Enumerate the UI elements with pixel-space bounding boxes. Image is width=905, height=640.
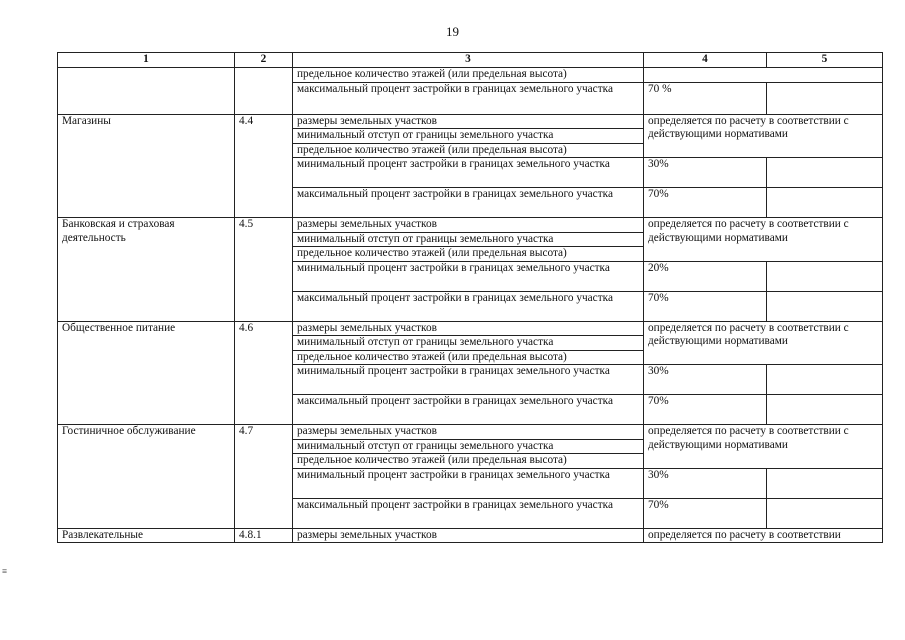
name-cell: Магазины (58, 114, 235, 218)
page-number: 19 (446, 24, 459, 39)
table-header-row (58, 53, 883, 68)
parameter-cell: минимальный процент застройки в границах земельного участка (293, 365, 644, 395)
name-cell (58, 68, 235, 115)
parameter-cell: минимальный процент застройки в границах земельного участка (293, 261, 644, 291)
parameter-cell: минимальный отступ от границы земельного участка (293, 439, 644, 454)
parameter-cell: предельное количество этажей (или предельная высота) (293, 247, 644, 262)
parameter-cell: минимальный процент застройки в границах земельного участка (293, 158, 644, 188)
parameter-cell: максимальный процент застройки в границах земельного участка (293, 498, 644, 528)
value-cell: определяется по расчету в соответствии (644, 528, 883, 543)
name-cell: Развлекательные (58, 528, 235, 543)
column-header-2: 2 (235, 53, 293, 68)
value-cell: 70% (644, 291, 767, 321)
empty-cell (767, 395, 883, 425)
value-cell: 70% (644, 395, 767, 425)
parameter-cell: предельное количество этажей (или предельная высота) (293, 454, 644, 469)
empty-cell (767, 82, 883, 114)
value-cell: 30% (644, 468, 767, 498)
name-cell: Банковская и страховая деятельность (58, 218, 235, 322)
parameter-cell: размеры земельных участков (293, 528, 644, 543)
table-row (58, 321, 883, 336)
parameter-cell: предельное количество этажей (или предельная высота) (293, 68, 644, 83)
column-header-3: 3 (293, 53, 644, 68)
regulations-table (57, 52, 883, 543)
value-cell: 20% (644, 261, 767, 291)
parameter-cell: максимальный процент застройки в границах земельного участка (293, 291, 644, 321)
parameter-cell: минимальный процент застройки в границах земельного участка (293, 468, 644, 498)
margin-mark: ≡ (2, 566, 8, 576)
value-cell: определяется по расчету в соответствии с действующими нормативами (644, 218, 883, 262)
empty-cell (767, 468, 883, 498)
value-cell: 70 % (644, 82, 767, 114)
table-row (58, 528, 883, 543)
value-cell: 70% (644, 498, 767, 528)
parameter-cell: максимальный процент застройки в границах земельного участка (293, 82, 644, 114)
empty-cell (767, 498, 883, 528)
value-cell: 30% (644, 158, 767, 188)
value-cell: определяется по расчету в соответствии с действующими нормативами (644, 321, 883, 365)
code-cell: 4.5 (235, 218, 293, 322)
value-cell: 30% (644, 365, 767, 395)
value-cell: 70% (644, 188, 767, 218)
parameter-cell: размеры земельных участков (293, 114, 644, 129)
parameter-cell: минимальный отступ от границы земельного участка (293, 232, 644, 247)
parameter-cell: размеры земельных участков (293, 218, 644, 233)
parameter-cell: минимальный отступ от границы земельного участка (293, 336, 644, 351)
parameter-cell: максимальный процент застройки в границах земельного участка (293, 395, 644, 425)
table-row (58, 68, 883, 83)
table-row (58, 114, 883, 129)
code-cell: 4.7 (235, 425, 293, 529)
column-header-1: 1 (58, 53, 235, 68)
empty-cell (767, 365, 883, 395)
code-cell (235, 68, 293, 115)
empty-cell (767, 291, 883, 321)
table-row (58, 218, 883, 233)
value-cell (644, 68, 883, 83)
name-cell: Общественное питание (58, 321, 235, 425)
parameter-cell: минимальный отступ от границы земельного участка (293, 129, 644, 144)
code-cell: 4.4 (235, 114, 293, 218)
parameter-cell: размеры земельных участков (293, 425, 644, 440)
parameter-cell: предельное количество этажей (или предельная высота) (293, 350, 644, 365)
empty-cell (767, 188, 883, 218)
empty-cell (767, 261, 883, 291)
column-header-4: 4 (644, 53, 767, 68)
column-header-5: 5 (767, 53, 883, 68)
name-cell: Гостиничное обслуживание (58, 425, 235, 529)
parameter-cell: предельное количество этажей (или предельная высота) (293, 143, 644, 158)
parameter-cell: максимальный процент застройки в границах земельного участка (293, 188, 644, 218)
value-cell: определяется по расчету в соответствии с действующими нормативами (644, 425, 883, 469)
value-cell: определяется по расчету в соответствии с действующими нормативами (644, 114, 883, 158)
table-row (58, 425, 883, 440)
parameter-cell: размеры земельных участков (293, 321, 644, 336)
code-cell: 4.8.1 (235, 528, 293, 543)
empty-cell (767, 158, 883, 188)
code-cell: 4.6 (235, 321, 293, 425)
